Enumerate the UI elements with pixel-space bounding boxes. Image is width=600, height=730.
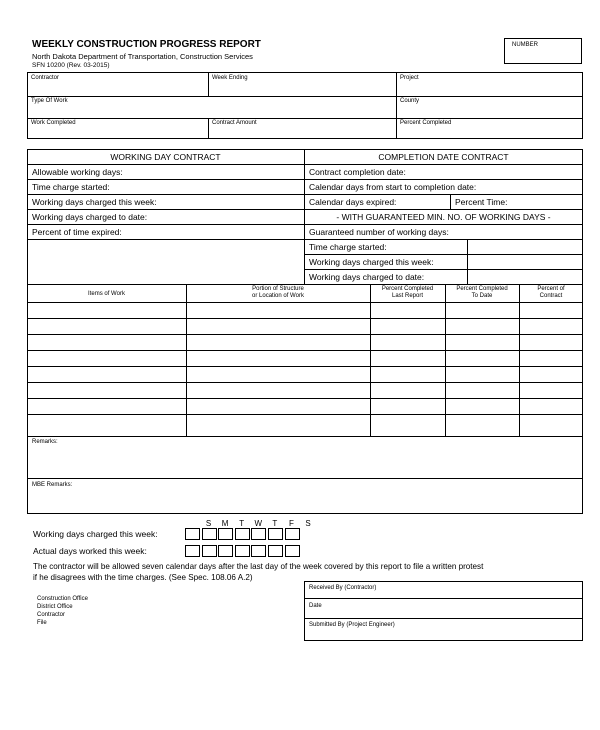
report-title: WEEKLY CONSTRUCTION PROGRESS REPORT	[32, 39, 261, 50]
charged-day-checkbox[interactable]	[268, 528, 283, 540]
day-letter: S	[205, 519, 212, 528]
day-letter: W	[254, 519, 263, 528]
worked-day-checkbox[interactable]	[251, 545, 266, 557]
protest-notice-line1: The contractor will be allowed seven calendar days after the last day of the week covered by this report to file a written protest	[33, 562, 484, 571]
col-portion-structure: Portion of Structure or Location of Work	[252, 286, 304, 299]
divider	[304, 224, 583, 225]
divider	[304, 254, 583, 255]
contract-completion-date[interactable]: Contract completion date:	[309, 167, 406, 177]
agency-line: North Dakota Department of Transportation, Construction Services	[32, 52, 253, 61]
calendar-days-expired[interactable]: Calendar days expired:	[309, 197, 397, 207]
form-number: SFN 10200 (Rev. 03-2015)	[32, 62, 110, 69]
time-charge-started[interactable]: Time charge started:	[32, 182, 110, 192]
received-by-field[interactable]: Received By (Contractor)	[309, 585, 377, 591]
divider	[450, 194, 451, 209]
percent-completed-field[interactable]: Percent Completed	[400, 120, 452, 126]
charged-day-checkbox[interactable]	[202, 528, 217, 540]
calendar-days-to-completion[interactable]: Calendar days from start to completion date:	[309, 182, 477, 192]
divider	[27, 239, 304, 240]
divider	[304, 194, 583, 195]
worked-week-label: Actual days worked this week:	[33, 546, 147, 556]
divider	[27, 398, 583, 399]
divider	[27, 302, 583, 303]
working-days-charged-week[interactable]: Working days charged this week:	[32, 197, 157, 207]
dist-district-office: District Office	[37, 604, 73, 610]
col-pct-of-contract: Percent of Contract	[537, 286, 565, 299]
dist-contractor: Contractor	[37, 612, 66, 618]
submitted-by-field[interactable]: Submitted By (Project Engineer)	[309, 622, 395, 628]
protest-notice-line2: if he disagrees with the time charges. (See Spec. 108.06 A.2)	[33, 573, 253, 582]
divider	[304, 269, 583, 270]
day-letter: T	[272, 519, 278, 528]
completion-date-heading: COMPLETION DATE CONTRACT	[378, 152, 509, 162]
divider	[27, 224, 304, 225]
county-field[interactable]: County	[400, 98, 420, 104]
divider	[27, 350, 583, 351]
worked-day-checkbox[interactable]	[235, 545, 250, 557]
worked-day-checkbox[interactable]	[285, 545, 300, 557]
cd-time-charge-started[interactable]: Time charge started:	[309, 242, 387, 252]
divider	[304, 598, 583, 599]
remarks-block	[27, 436, 583, 514]
contract-amount-field[interactable]: Contract Amount	[212, 120, 257, 126]
cd-working-days-charged-date[interactable]: Working days charged to date:	[309, 272, 425, 282]
divider	[304, 239, 583, 240]
divider	[27, 209, 304, 210]
worked-day-checkbox[interactable]	[268, 545, 283, 557]
info-block	[27, 72, 583, 139]
divider	[396, 72, 397, 139]
charged-day-checkbox[interactable]	[285, 528, 300, 540]
number-label: NUMBER	[512, 42, 539, 48]
divider	[467, 239, 468, 285]
worked-day-checkbox[interactable]	[202, 545, 217, 557]
worked-day-boxes	[185, 545, 301, 557]
guaranteed-min-heading: - WITH GUARANTEED MIN. NO. OF WORKING DAYS -	[336, 212, 551, 222]
divider	[27, 478, 583, 479]
week-ending-field[interactable]: Week Ending	[212, 75, 248, 81]
charged-day-boxes	[185, 528, 301, 540]
divider	[304, 179, 583, 180]
divider	[27, 334, 583, 335]
day-letter: T	[239, 519, 245, 528]
mbe-remarks-field[interactable]: MBE Remarks:	[32, 482, 73, 488]
divider	[27, 366, 583, 367]
col-items-of-work: Items of Work	[88, 291, 125, 297]
type-of-work-field[interactable]: Type Of Work	[31, 98, 68, 104]
percent-time[interactable]: Percent Time:	[455, 197, 508, 207]
working-day-heading: WORKING DAY CONTRACT	[110, 152, 221, 162]
worked-day-checkbox[interactable]	[185, 545, 200, 557]
charged-day-checkbox[interactable]	[251, 528, 266, 540]
dist-construction-office: Construction Office	[37, 596, 88, 602]
day-letters	[201, 520, 317, 528]
divider	[27, 96, 583, 97]
worked-day-checkbox[interactable]	[218, 545, 233, 557]
cd-working-days-charged-week[interactable]: Working days charged this week:	[309, 257, 434, 267]
divider	[27, 194, 304, 195]
charged-week-label: Working days charged this week:	[33, 529, 158, 539]
divider	[27, 118, 583, 119]
divider	[27, 179, 304, 180]
contractor-field[interactable]: Contractor	[31, 75, 60, 81]
col-pct-last-report: Percent Completed Last Report	[381, 286, 434, 299]
col-pct-to-date: Percent Completed To Date	[456, 286, 508, 299]
divider	[208, 72, 209, 96]
guaranteed-working-days[interactable]: Guaranteed number of working days:	[309, 227, 449, 237]
divider	[27, 382, 583, 383]
charged-day-checkbox[interactable]	[235, 528, 250, 540]
day-letter: M	[221, 519, 229, 528]
divider	[304, 209, 583, 210]
remarks-field[interactable]: Remarks:	[32, 439, 58, 445]
divider	[27, 414, 583, 415]
dist-file: File	[37, 620, 47, 626]
day-letter: F	[289, 519, 294, 528]
working-days-charged-date[interactable]: Working days charged to date:	[32, 212, 148, 222]
charged-day-checkbox[interactable]	[185, 528, 200, 540]
divider	[27, 164, 583, 165]
work-completed-field[interactable]: Work Completed	[31, 120, 76, 126]
allowable-working-days[interactable]: Allowable working days:	[32, 167, 123, 177]
number-box[interactable]	[504, 38, 582, 64]
divider	[208, 118, 209, 139]
divider	[304, 618, 583, 619]
charged-day-checkbox[interactable]	[218, 528, 233, 540]
date-field[interactable]: Date	[309, 603, 322, 609]
project-field[interactable]: Project	[400, 75, 419, 81]
percent-time-expired[interactable]: Percent of time expired:	[32, 227, 122, 237]
day-letter: S	[305, 519, 311, 528]
divider	[27, 318, 583, 319]
